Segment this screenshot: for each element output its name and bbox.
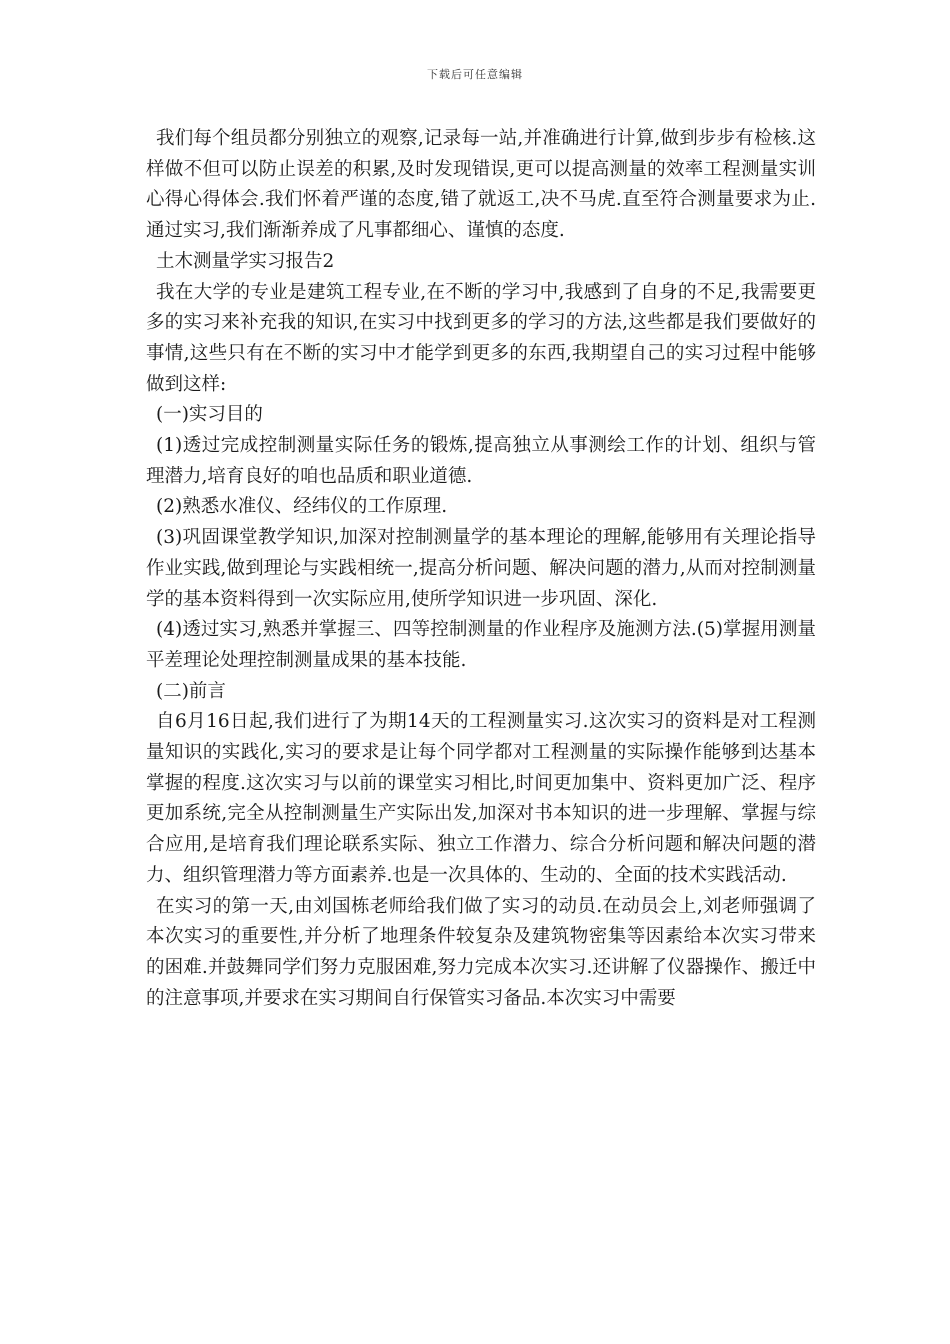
paragraph: (1)透过完成控制测量实际任务的锻炼,提高独立从事测绘工作的计划、组织与管理潜力,培育良好的咱也品质和职业道德. [146, 435, 816, 487]
paragraph: (2)熟悉水准仪、经纬仪的工作原理. [156, 496, 448, 518]
paragraph: 自6月16日起,我们进行了为期14天的工程测量实习.这次实习的资料是对工程测量知识的实践化,实习的要求是让每个同学都对工程测量的实际操作能够到达基本掌握的程度.这次实习与以前的课堂实习相比,时间更加集中、资料更加广泛、程序更加系统,完全从控制测量生产实际出发,加深对书本知识的进一步理解、掌握与综合应用,是培育我们理论联系实际、独立工作潜力、综合分析问题和解决问题的潜力、组织管理潜力等方面素养.也是一次具体的、生动的、全面的技术实践活动. [146, 711, 816, 886]
section-title: 土木测量学实习报告2 [156, 250, 335, 272]
paragraph: (4)透过实习,熟悉并掌握三、四等控制测量的作业程序及施测方法.(5)掌握用测量平差理论处理控制测量成果的基本技能. [146, 619, 816, 671]
section-heading: (一)实习目的 [156, 404, 263, 426]
paragraph: 在实习的第一天,由刘国栋老师给我们做了实习的动员.在动员会上,刘老师强调了本次实习的重要性,并分析了地理条件较复杂及建筑物密集等因素给本次实习带来的困难.并鼓舞同学们努力克服困难,努力完成本次实习.还讲解了仪器操作、搬迁中的注意事项,并要求在实习期间自行保管实习备品.本次实习中需要 [146, 895, 816, 1009]
paragraph: 我们每个组员都分别独立的观察,记录每一站,并准确进行计算,做到步步有检核.这样做不但可以防止误差的积累,及时发现错误,更可以提高测量的效率工程测量实训心得心得体会.我们怀着严谨的态度,错了就返工,决不马虎.直至符合测量要求为止.通过实习,我们渐渐养成了凡事都细心、谨慎的态度. [146, 128, 816, 242]
paragraph: (3)巩固课堂教学知识,加深对控制测量学的基本理论的理解,能够用有关理论指导作业实践,做到理论与实践相统一,提高分析问题、解决问题的潜力,从而对控制测量学的基本资料得到一次实际应用,使所学知识进一步巩固、深化. [146, 527, 816, 610]
page-header: 下载后可任意编辑 [427, 68, 523, 81]
document-body [146, 124, 816, 1014]
paragraph: 我在大学的专业是建筑工程专业,在不断的学习中,我感到了自身的不足,我需要更多的实习来补充我的知识,在实习中找到更多的学习的方法,这些都是我们要做好的事情,这些只有在不断的实习中才能学到更多的东西,我期望自己的实习过程中能够做到这样: [146, 281, 816, 395]
section-heading: (二)前言 [156, 680, 226, 702]
